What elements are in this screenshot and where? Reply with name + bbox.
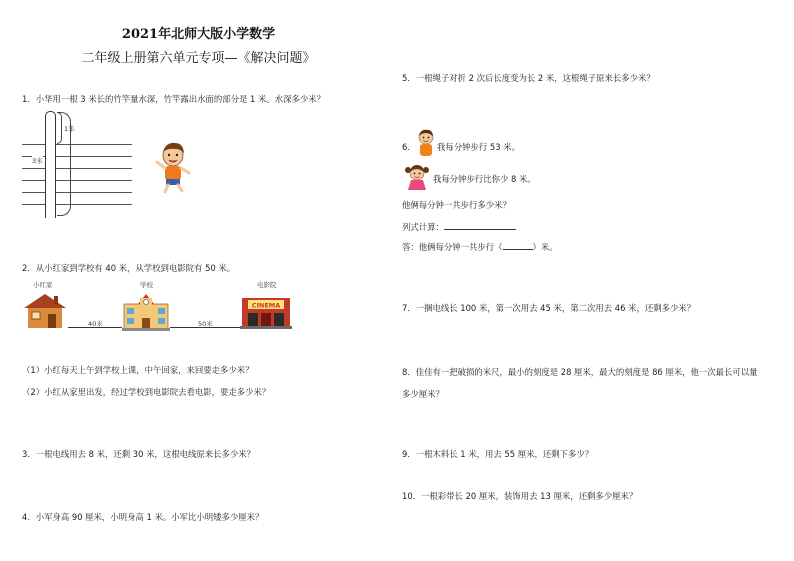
answer-row — [402, 241, 558, 253]
answer-blank[interactable] — [503, 242, 533, 250]
cinema-icon — [240, 292, 292, 330]
question-6-question: 他俩每分钟一共步行多少米？ — [402, 200, 511, 210]
label-40m: 40米 — [88, 320, 103, 328]
boy-speech: 我每分钟步行 53 米。 — [437, 142, 520, 152]
label-50m: 50米 — [198, 320, 213, 328]
calc-answer-blank[interactable] — [444, 222, 516, 230]
label-1m: 1米 — [64, 125, 75, 133]
question-10-text: 10．一根彩带长 20 厘米，装饰用去 13 厘米，还剩多少厘米？ — [402, 491, 638, 501]
q1-water-diagram — [22, 108, 134, 218]
cinema-sign-text: CINEMA — [251, 301, 281, 310]
question-9-text: 9．一根木料长 1 米，用去 55 厘米，还剩下多少？ — [402, 449, 594, 459]
question-7-text: 7．一捆电线长 100 米，第一次用去 45 米，第二次用去 46 米，还剩多少米？ — [402, 303, 696, 313]
question-5-text: 5．一根绳子对折 2 次后长度变为长 2 米，这根绳子原来长多少米？ — [402, 73, 655, 83]
question-3-text: 3．一根电线用去 8 米，还剩 30 米，这根电线原来长多少米？ — [22, 449, 255, 459]
worksheet-subtitle: 二年级上册第六单元专项—《解决问题》 — [81, 51, 316, 66]
q2-route-diagram — [22, 276, 297, 336]
question-8-line-1: 8．佳佳有一把破损的米尺，最小的刻度是 28 厘米，最大的刻度是 86 厘米，他一次最长可以量 — [402, 367, 758, 377]
answer-prefix: 答：他俩每分钟一共步行（ — [402, 242, 503, 252]
boy-avatar — [415, 128, 437, 162]
question-4-text: 4．小军身高 90 厘米，小明身高 1 米。小军比小明矮多少厘米？ — [22, 512, 264, 522]
girl-avatar — [402, 163, 432, 195]
worksheet-title: 2021年北师大版小学数学 — [121, 27, 276, 42]
bamboo-pole — [45, 111, 56, 218]
calc-label: 列式计算： — [402, 222, 444, 232]
boy-illustration — [152, 140, 194, 194]
house-icon — [22, 292, 68, 330]
question-6-number: 6． — [402, 142, 416, 152]
question-2-text: 2．从小红家到学校有 40 米，从学校到电影院有 50 米。 — [22, 263, 236, 273]
label-cinema: 电影院 — [257, 281, 277, 289]
question-1-text: 1．小华用一根 3 米长的竹竿量水深，竹竿露出水面的部分是 1 米。水深多少米？ — [22, 94, 326, 104]
bracket-3m — [57, 112, 71, 216]
label-school: 学校 — [140, 281, 153, 289]
answer-suffix: ）米。 — [532, 242, 558, 252]
question-8-line-2: 多少厘米？ — [402, 389, 444, 399]
label-3m: 3米 — [32, 157, 43, 165]
calc-row — [402, 221, 516, 233]
school-icon — [122, 290, 170, 332]
label-home: 小红家 — [33, 281, 53, 289]
question-2-sub-1: （1）小红每天上午到学校上课，中午回家，来回要走多少米？ — [22, 365, 254, 375]
girl-speech: 我每分钟步行比你少 8 米。 — [433, 174, 536, 184]
question-2-sub-2: （2）小红从家里出发，经过学校到电影院去看电影，要走多少米？ — [22, 387, 271, 397]
